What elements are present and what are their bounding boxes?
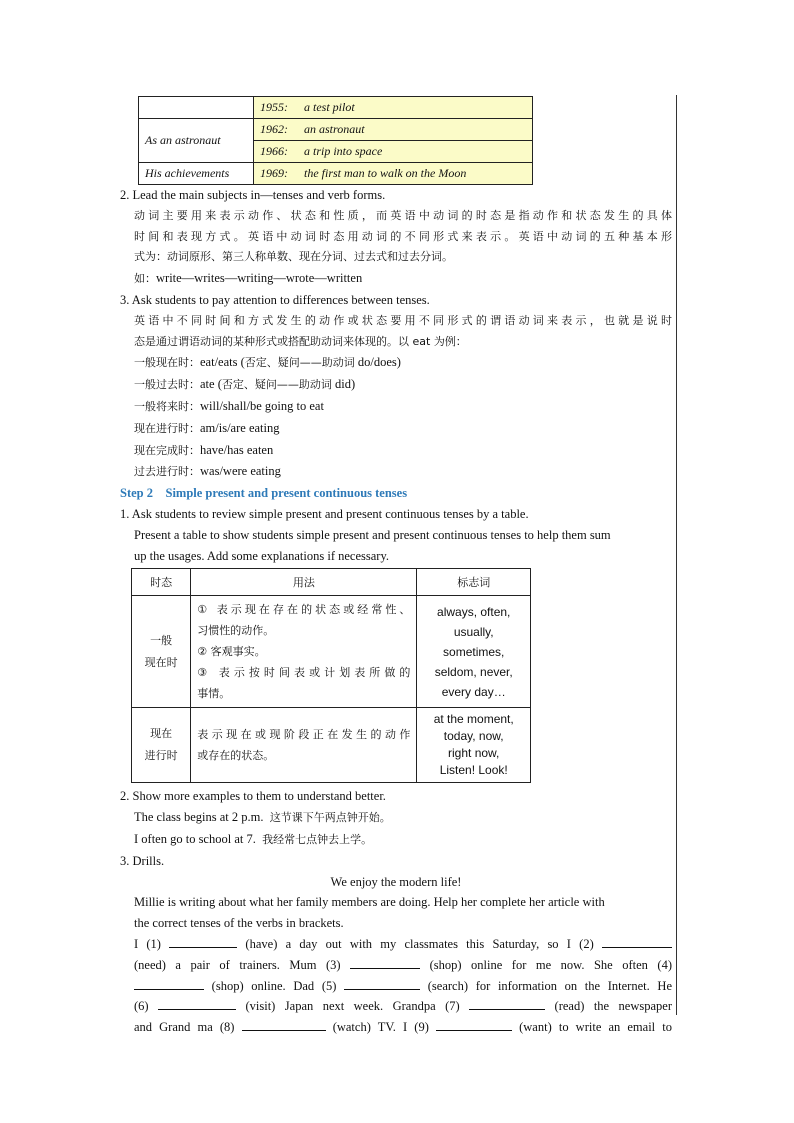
- table2-header: 时态: [132, 569, 191, 596]
- drill-text: (read) the newspaper: [545, 999, 673, 1014]
- answer-blank[interactable]: [469, 997, 545, 1010]
- drill-line: [120, 996, 672, 1017]
- table2-header: 用法: [191, 569, 417, 596]
- tense-usage-table: [131, 568, 531, 783]
- table2-signal-cell: always, often, usually, sometimes, seldom, never, every day…: [417, 596, 531, 708]
- item2-example: 如：write—writes—writing—wrote—written: [134, 271, 363, 286]
- table1-entry: 1969: the first man to walk on the Moon: [254, 163, 533, 185]
- answer-blank[interactable]: [169, 935, 237, 948]
- example-sentence: The class begins at 2 p.m. 这节课下午两点钟开始。: [134, 810, 391, 825]
- item2-cn-line: 动词主要用来表示动作、状态和性质，而英语中动词的时态是指动作和状态发生的具体: [134, 208, 672, 222]
- step2-item1-text: Present a table to show students simple present and present continuous tenses to help them sum: [134, 527, 611, 542]
- step2-item2-heading: 2. Show more examples to them to understand better.: [120, 789, 386, 804]
- answer-blank[interactable]: [242, 1018, 326, 1031]
- drill-text: (visit) Japan next week. Grandpa (7): [236, 999, 470, 1014]
- item3-cn-line: 态是通过谓语动词的某种形式或搭配助动词来体现的。以 eat 为例：: [134, 334, 467, 348]
- drill-title: We enjoy the modern life!: [330, 874, 462, 889]
- drill-text: (need) a pair of trainers. Mum (3): [134, 957, 351, 972]
- table2-usage-cell: 表示现在或现阶段正在发生的动作 或存在的状态。: [191, 708, 417, 783]
- answer-blank[interactable]: [602, 935, 672, 948]
- item2-heading: 2. Lead the main subjects in—tenses and verb forms.: [120, 188, 386, 202]
- tense-form-line: 一般过去时：ate (否定、疑问——助动词 did): [134, 377, 356, 392]
- page-border-line: [676, 95, 677, 1015]
- example-sentence: I often go to school at 7. 我经常七点钟去上学。: [134, 831, 373, 846]
- tense-form-line: 过去进行时：was/were eating: [134, 464, 281, 479]
- drill-text: (have) a day out with my classmates this Saturday, so I (2): [237, 936, 602, 951]
- drill-text: (shop) online for me now. She often (4): [420, 957, 672, 972]
- drill-line: [120, 976, 672, 997]
- tense-form-line: 一般现在时：eat/eats (否定、疑问——助动词 do/does): [134, 355, 401, 370]
- step2-item1-heading: 1. Ask students to review simple present and present continuous tenses by a table.: [120, 506, 529, 521]
- drill-intro: the correct tenses of the verbs in brackets.: [134, 916, 344, 931]
- item3-cn-line: 英语中不同时间和方式发生的动作或状态要用不同形式的谓语动词来表示，也就是说时: [134, 313, 672, 327]
- drill-line: [120, 934, 672, 955]
- drill-text: and Grand ma (8): [134, 1020, 242, 1035]
- table1-label-astronaut: As an astronaut: [139, 119, 254, 163]
- step2-item1-text: up the usages. Add some explanations if necessary.: [134, 548, 390, 563]
- table1-entry: 1962: an astronaut: [254, 119, 533, 141]
- item2-cn-line: 式为：动词原形、第三人称单数、现在分词、过去式和过去分词。: [134, 250, 453, 264]
- answer-blank[interactable]: [436, 1018, 512, 1031]
- table2-usage-cell: ① 表示现在存在的状态或经常性、 习惯性的动作。 ② 客观事实。 ③ 表示按时间表或计划表所做的 事情。: [191, 596, 417, 708]
- drill-text: I (1): [134, 936, 170, 951]
- drill-line: [120, 1017, 672, 1038]
- answer-blank[interactable]: [158, 997, 236, 1010]
- drill-passage: [120, 934, 672, 1038]
- tense-form-line: 现在完成时：have/has eaten: [134, 442, 274, 457]
- drill-text: (shop) online. Dad (5): [204, 978, 345, 993]
- document-body: [120, 96, 672, 1038]
- table2-tense-cell: 现在 进行时: [132, 708, 191, 783]
- drill-text: (search) for information on the Internet. He: [420, 978, 672, 993]
- drill-text: (6): [134, 999, 159, 1014]
- item2-cn-line: 时间和表现方式。英语中动词时态用动词的不同形式来表示。英语中动词的五种基本形: [134, 229, 672, 243]
- answer-blank[interactable]: [134, 977, 204, 990]
- table1-label-empty: [139, 97, 254, 119]
- step2-item3-heading: 3. Drills.: [120, 853, 165, 868]
- item3-heading: 3. Ask students to pay attention to differences between tenses.: [120, 292, 430, 307]
- table1-label-achievements: His achievements: [139, 163, 254, 185]
- table1-entry: 1955: a test pilot: [254, 97, 533, 119]
- drill-line: [120, 955, 672, 976]
- drill-text: (want) to write an email to: [512, 1020, 672, 1035]
- tense-form-line: 一般将来时：will/shall/be going to eat: [134, 398, 324, 413]
- table2-signal-cell: at the moment, today, now, right now, Listen! Look!: [417, 708, 531, 783]
- table2-tense-cell: 一般 现在时: [132, 596, 191, 708]
- drill-intro: Millie is writing about what her family members are doing. Help her complete her article with: [134, 895, 605, 910]
- tense-form-line: 现在进行时：am/is/are eating: [134, 420, 280, 435]
- table1-entry: 1966: a trip into space: [254, 141, 533, 163]
- answer-blank[interactable]: [344, 977, 420, 990]
- step2-heading: Step 2 Simple present and present continuous tenses: [120, 486, 408, 501]
- astronaut-timeline-table: [138, 96, 533, 185]
- table2-header: 标志词: [417, 569, 531, 596]
- answer-blank[interactable]: [350, 956, 420, 969]
- drill-text: (watch) TV. I (9): [325, 1020, 436, 1035]
